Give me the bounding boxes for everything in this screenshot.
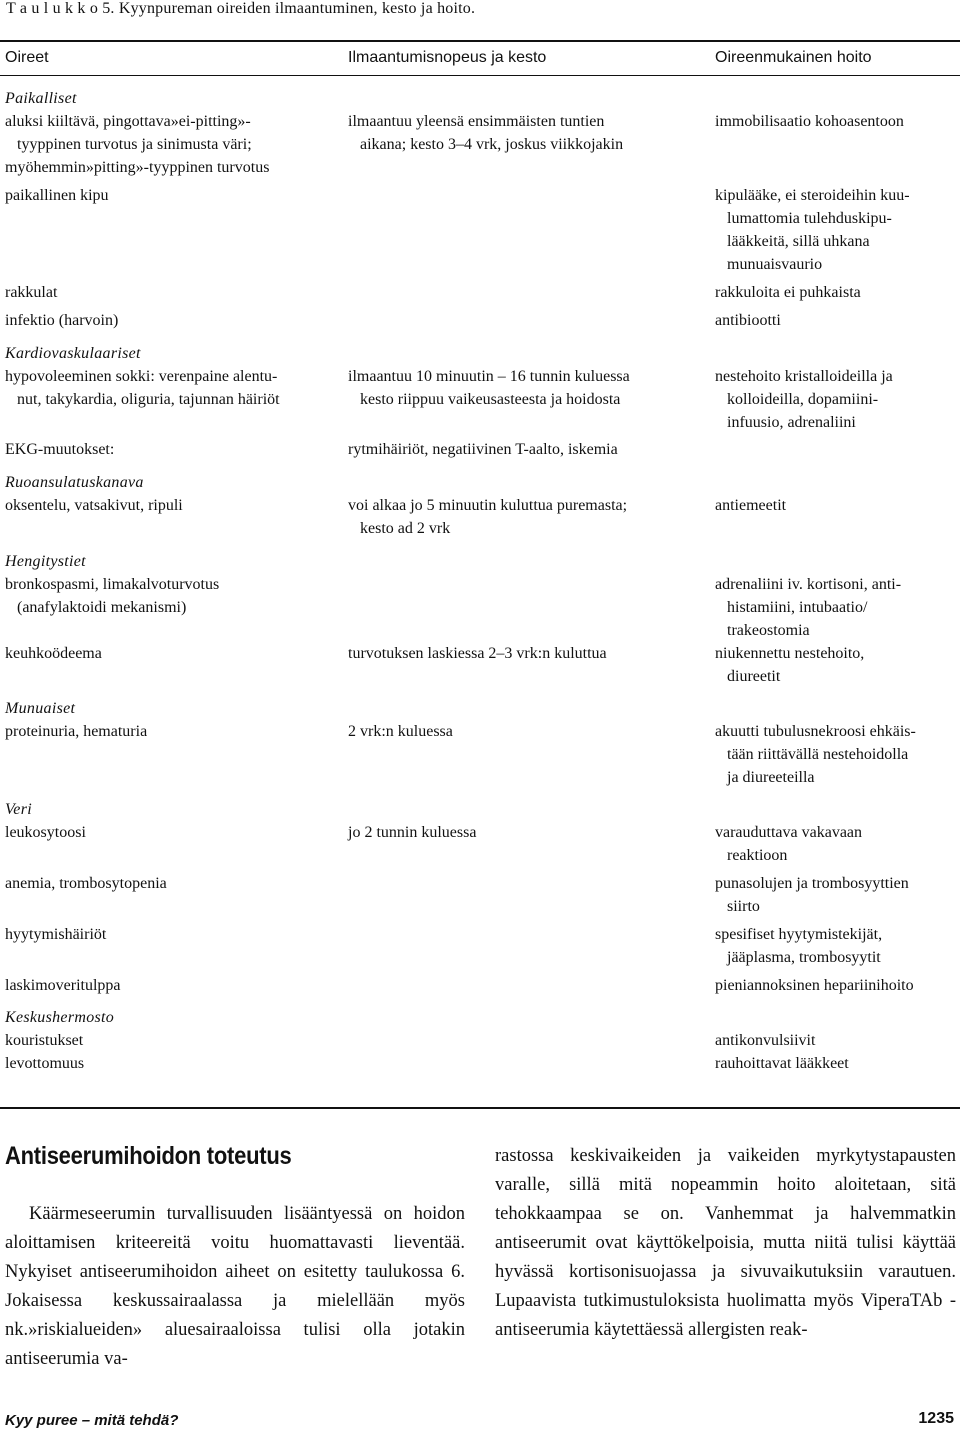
table-top-rule	[0, 40, 960, 42]
symptom-cell: myöhemmin»pitting»-tyyppinen turvotus	[5, 159, 270, 176]
page-number: 1235	[918, 1410, 954, 1427]
onset-cell: rytmihäiriöt, negatiivinen T-aalto, iskemia	[348, 441, 618, 458]
body-paragraph-right: rastossa keskivaikeiden ja vaikeiden myrkytystapausten varalle, sillä mitä nopeammin hoito aloitetaan, sitä tehokkaampaa se on. Vanhemmat ja halvemmatkin antiseerumit ovat käyttökelpoisia, mutta niitä tulisi käyttää hyvässä kortisonisuojassa ja sivuvaikutuksiin varautuen. Lupaavista tutkimustuloksista huolimatta myös ViperaTAb -antiseerumia käytettäessä allergisten reak-	[495, 1146, 956, 1340]
treatment-cell: punasolujen ja trombosyyttien	[715, 875, 909, 892]
treatment-cell: rauhoittavat lääkkeet	[715, 1055, 849, 1072]
treatment-cell: lääkkeitä, sillä uhkana	[715, 233, 870, 250]
symptom-cell: rakkulat	[5, 284, 58, 301]
section-heading: Keskushermosto	[5, 1009, 115, 1026]
symptom-cell: (anafylaktoidi mekanismi)	[5, 599, 187, 616]
treatment-cell: spesifiset hyytymistekijät,	[715, 926, 883, 943]
symptom-cell: leukosytoosi	[5, 824, 86, 841]
column-header-symptoms: Oireet	[5, 49, 49, 66]
onset-cell: kesto ad 2 vrk	[348, 520, 451, 537]
section-heading: Ruoansulatuskanava	[5, 474, 144, 491]
treatment-cell: varauduttava vakavaan	[715, 824, 863, 841]
treatment-cell: adrenaliini iv. kortisoni, anti-	[715, 576, 902, 593]
treatment-cell: pieniannoksinen hepariinihoito	[715, 977, 914, 994]
symptom-cell: anemia, trombosytopenia	[5, 875, 167, 892]
body-paragraph-left: Käärmeseerumin turvallisuuden lisääntyessä on hoidon aloittamisen kriteereitä voitu huomattavasti lieventää. Nykyiset antiseerumihoidon aiheet on esitetty taulukossa 6. Jokaisessa keskussairaalassa ja mielellään myös nk.»riskialueiden» aluesairaaloissa tulisi olla jotakin antiseerumia va-	[5, 1204, 465, 1369]
onset-cell: 2 vrk:n kuluessa	[348, 723, 453, 740]
symptom-cell: bronkospasmi, limakalvoturvotus	[5, 576, 220, 593]
onset-cell: aikana; kesto 3–4 vrk, joskus viikkojakin	[348, 136, 624, 153]
symptom-cell: hyytymishäiriöt	[5, 926, 107, 943]
treatment-cell: diureetit	[715, 668, 781, 685]
treatment-cell: siirto	[715, 898, 760, 915]
column-header-treatment: Oireenmukainen hoito	[715, 49, 872, 66]
symptom-cell: aluksi kiiltävä, pingottava»ei-pitting»-	[5, 113, 251, 130]
section-heading: Paikalliset	[5, 90, 77, 107]
treatment-cell: infuusio, adrenaliini	[715, 414, 856, 431]
journal-footer: Kyy puree – mitä tehdä?	[5, 1412, 179, 1429]
treatment-cell: lumattomia tulehduskipu-	[715, 210, 892, 227]
symptom-cell: levottomuus	[5, 1055, 85, 1072]
treatment-cell: kolloideilla, dopamiini-	[715, 391, 879, 408]
treatment-cell: trakeostomia	[715, 622, 810, 639]
symptom-cell: infektio (harvoin)	[5, 312, 119, 329]
treatment-cell: antibiootti	[715, 312, 781, 329]
treatment-cell: antikonvulsiivit	[715, 1032, 816, 1049]
onset-cell: ilmaantuu yleensä ensimmäisten tuntien	[348, 113, 605, 130]
treatment-cell: kipulääke, ei steroideihin kuu-	[715, 187, 910, 204]
treatment-cell: antiemeetit	[715, 497, 787, 514]
table-caption: T a u l u k k o 5. Kyynpureman oireiden ilmaantuminen, kesto ja hoito.	[6, 0, 476, 17]
symptom-cell: proteinuria, hematuria	[5, 723, 148, 740]
section-heading: Hengitystiet	[5, 553, 86, 570]
onset-cell: voi alkaa jo 5 minuutin kuluttua puremasta;	[348, 497, 628, 514]
symptom-cell: oksentelu, vatsakivut, ripuli	[5, 497, 183, 514]
symptom-cell: keuhkoödeema	[5, 645, 102, 662]
treatment-cell: akuutti tubulusnekroosi ehkäis-	[715, 723, 916, 740]
onset-cell: kesto riippuu vaikeusasteesta ja hoidosta	[348, 391, 621, 408]
symptom-cell: nut, takykardia, oliguria, tajunnan häiriöt	[5, 391, 280, 408]
table-header-rule	[0, 75, 960, 76]
onset-cell: turvotuksen laskiessa 2–3 vrk:n kuluttua	[348, 645, 607, 662]
symptom-cell: hypovoleeminen sokki: verenpaine alentu-	[5, 368, 278, 385]
treatment-cell: histamiini, intubaatio/	[715, 599, 868, 616]
column-header-onset: Ilmaantumisnopeus ja kesto	[348, 49, 547, 66]
symptom-cell: laskimoveritulppa	[5, 977, 121, 994]
treatment-cell: niukennettu nestehoito,	[715, 645, 865, 662]
treatment-cell: rakkuloita ei puhkaista	[715, 284, 861, 301]
treatment-cell: munuaisvaurio	[715, 256, 823, 273]
treatment-cell: tään riittävällä nestehoidolla	[715, 746, 909, 763]
treatment-cell: jääplasma, trombosyytit	[715, 949, 881, 966]
treatment-cell: reaktioon	[715, 847, 788, 864]
symptom-cell: paikallinen kipu	[5, 187, 109, 204]
symptom-cell: EKG-muutokset:	[5, 441, 115, 458]
section-heading: Kardiovaskulaariset	[5, 345, 141, 362]
treatment-cell: ja diureeteilla	[715, 769, 815, 786]
section-title: Antiseerumihoidon toteutus	[5, 1142, 292, 1170]
treatment-cell: immobilisaatio kohoasentoon	[715, 113, 904, 130]
onset-cell: jo 2 tunnin kuluessa	[348, 824, 477, 841]
symptom-cell: kouristukset	[5, 1032, 84, 1049]
treatment-cell: nestehoito kristalloideilla ja	[715, 368, 893, 385]
section-heading: Veri	[5, 801, 32, 818]
onset-cell: ilmaantuu 10 minuutin – 16 tunnin kuluessa	[348, 368, 630, 385]
symptom-cell: tyyppinen turvotus ja sinimusta väri;	[5, 136, 252, 153]
section-heading: Munuaiset	[5, 700, 76, 717]
table-bottom-rule	[0, 1107, 960, 1109]
